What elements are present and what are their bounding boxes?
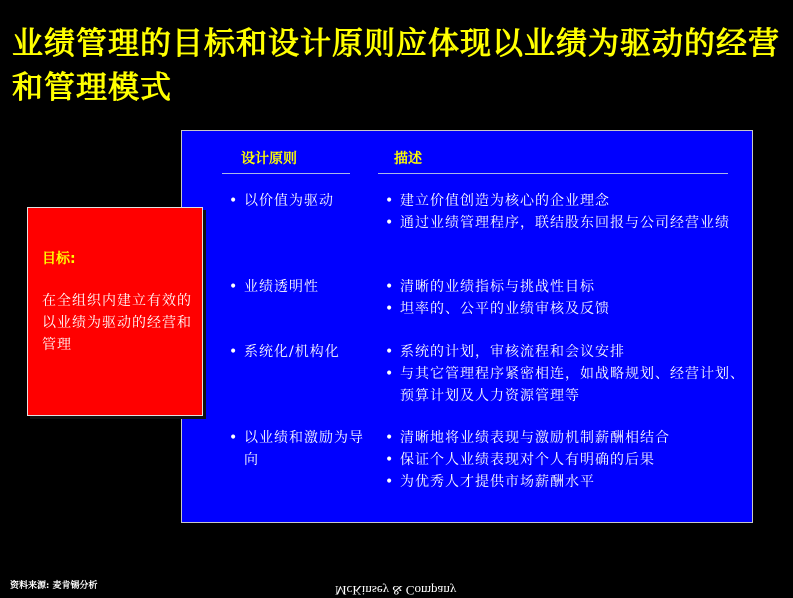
description-list — [385, 276, 745, 320]
description-item: • 保证个人业绩表现对个人有明确的后果 — [385, 449, 745, 471]
bullet-icon: • — [385, 215, 395, 231]
description-item: • 坦率的、公平的业绩审核及反馈 — [385, 298, 745, 320]
principle-label: 以价值为驱动 — [244, 193, 334, 209]
description-item: • 通过业绩管理程序，联结股东回报与公司经营业绩 — [385, 212, 745, 234]
goal-box — [27, 207, 203, 416]
header-divider-principles — [222, 173, 350, 174]
brand-footer: McKinsey & Company — [335, 583, 457, 598]
column-header-description: 描述 — [394, 151, 422, 167]
bullet-icon: • — [385, 452, 395, 468]
principle-item — [229, 276, 379, 298]
header-divider-description — [378, 173, 728, 174]
principle-item — [229, 190, 379, 212]
bullet-icon: • — [385, 474, 395, 490]
principle-item — [229, 341, 379, 363]
bullet-icon: • — [229, 279, 239, 295]
column-header-principles: 设计原则 — [241, 151, 297, 167]
bullet-icon: • — [385, 279, 395, 295]
principle-label: 业绩透明性 — [244, 279, 319, 295]
principle-label: 系统化/机构化 — [244, 344, 340, 360]
principle-item — [229, 427, 374, 471]
bullet-icon: • — [385, 301, 395, 317]
goal-text: 在全组织内建立有效的以业绩为驱动的经营和管理 — [42, 293, 192, 353]
description-list — [385, 341, 745, 407]
bullet-icon: • — [385, 430, 395, 446]
bullet-icon: • — [229, 193, 239, 209]
description-item: • 清晰地将业绩表现与激励机制薪酬相结合 — [385, 427, 745, 449]
bullet-icon: • — [229, 344, 239, 360]
source-note: 资料来源: 麦肯锡分析 — [10, 581, 98, 591]
description-list — [385, 427, 745, 493]
description-item: • 清晰的业绩指标与挑战性目标 — [385, 276, 745, 298]
description-item: • 系统的计划，审核流程和会议安排 — [385, 341, 745, 363]
principle-label: 以业绩和激励为导向 — [244, 430, 364, 468]
bullet-icon: • — [385, 193, 395, 209]
page-title: 业绩管理的目标和设计原则应体现以业绩为驱动的经营和管理模式 — [12, 26, 780, 106]
bullet-icon: • — [229, 430, 239, 446]
bullet-icon: • — [385, 344, 395, 360]
description-item: • 为优秀人才提供市场薪酬水平 — [385, 471, 745, 493]
description-item: • 建立价值创造为核心的企业理念 — [385, 190, 745, 212]
goal-label: 目标: — [42, 251, 76, 267]
description-list — [385, 190, 745, 234]
description-item: • 与其它管理程序紧密相连，如战略规划、经营计划、预算计划及人力资源管理等 — [385, 363, 745, 407]
bullet-icon: • — [385, 366, 395, 382]
